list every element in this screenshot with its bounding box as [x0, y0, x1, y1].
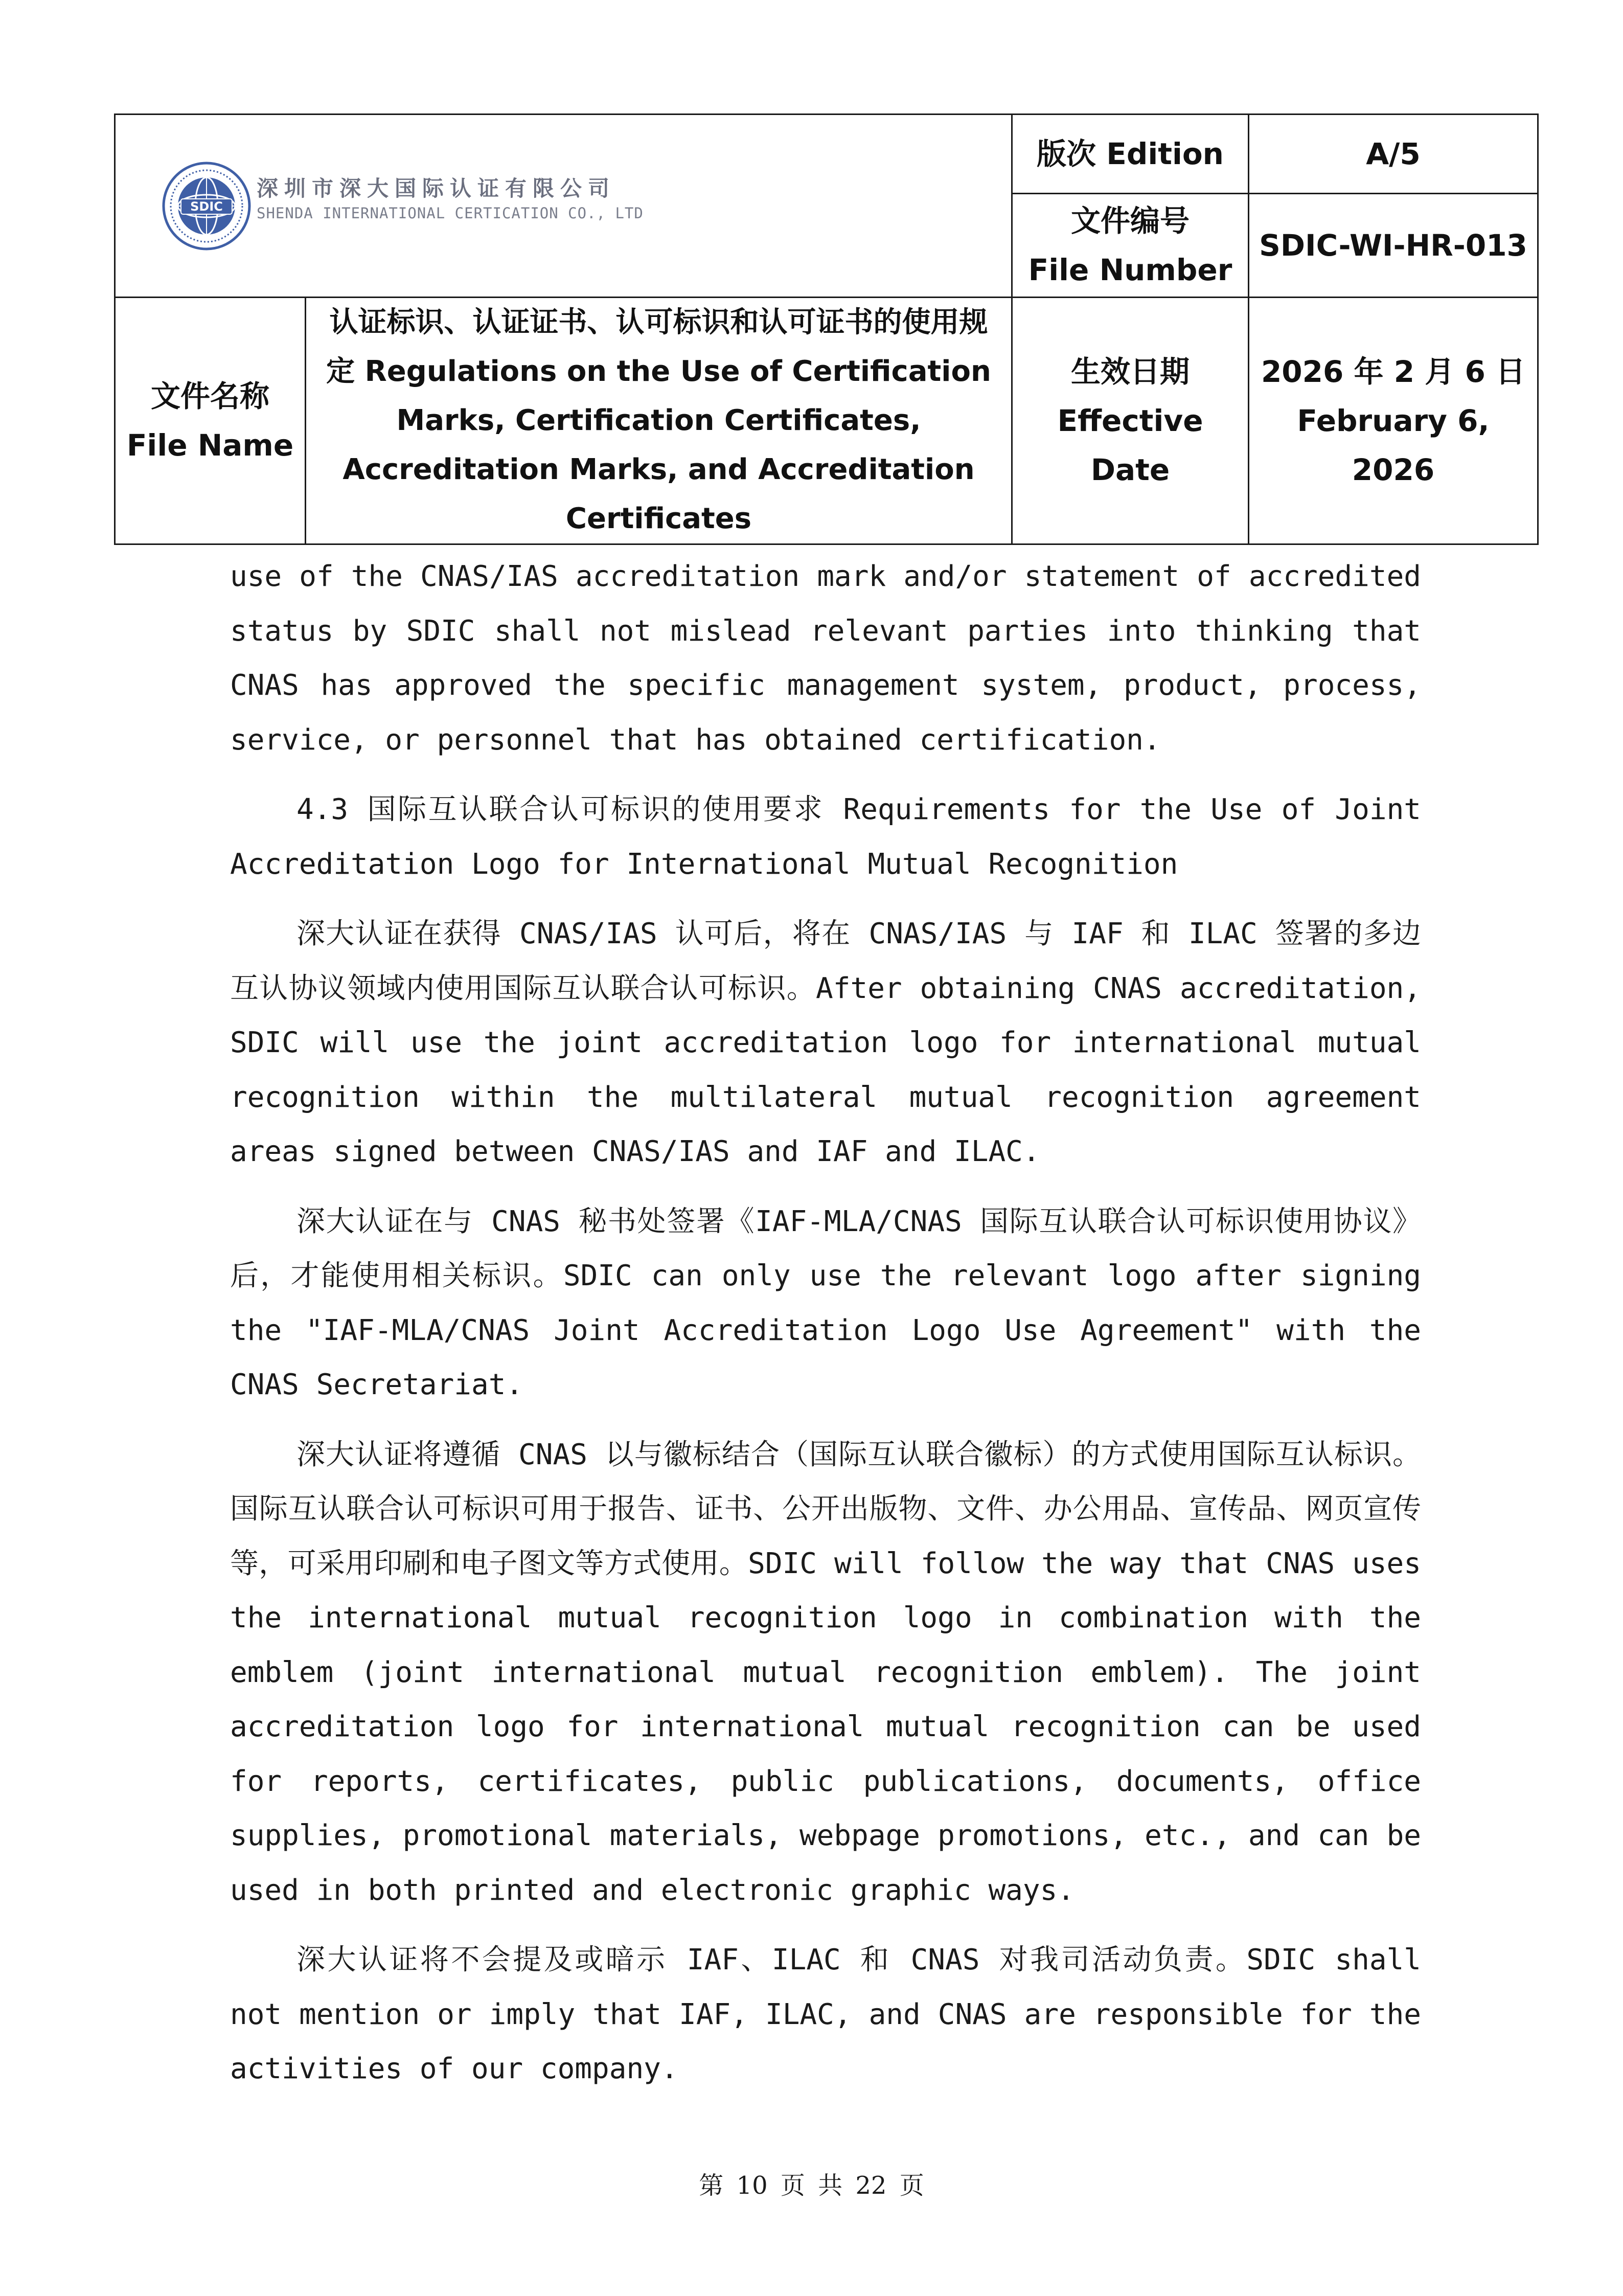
body-paragraph: 深大认证将遵循 CNAS 以与徽标结合（国际互认联合徽标）的方式使用国际互认标识。国际互认联合认可标识可用于报告、证书、公开出版物、文件、办公用品、宣传品、网页宣传等，可采用印刷和电子图文等方式使用。SDIC will follow the way that CNAS uses the international mutual recognition logo in combination with the emblem (joint international mutual recognition emblem). The joint accreditation logo for international mutual recognition can be used for reports, certificates, public publications, documents, office supplies, promotional materials, webpage promotions, etc., and can be used in both printed and electronic graphic ways.: [230, 1438, 1421, 1907]
company-logo-cell: [115, 115, 1012, 298]
effective-date-value: [1249, 298, 1538, 544]
body-paragraph: 深大认证在获得 CNAS/IAS 认可后，将在 CNAS/IAS 与 IAF 和 ILAC 签署的多边互认协议领域内使用国际互认联合认可标识。After obtaining CNAS accreditation, SDIC will use the joint accreditation logo for international mutual recognition within the multilateral mutual recognition agreement areas signed between CNAS/IAS and IAF and ILAC.: [230, 917, 1421, 1168]
file-number-value: SDIC-WI-HR-013: [1249, 194, 1538, 298]
company-name-cn: 深圳市深大国际认证有限公司: [257, 175, 616, 201]
section-heading-4-3: 4.3 国际互认联合认可标识的使用要求 Requirements for the Use of Joint Accreditation Logo for International Mutual Recognition: [230, 793, 1421, 881]
effective-date-cn: 2026 年 2 月 6 日: [1261, 354, 1526, 389]
file-number-label-cn: 文件编号: [1070, 203, 1190, 238]
edition-value: A/5: [1249, 115, 1538, 194]
file-name-label-cn: 文件名称: [150, 379, 269, 414]
document-header-table: [114, 113, 1539, 545]
effective-date-label-cn: 生效日期: [1070, 354, 1190, 389]
effective-date-label-en: Effective Date: [1057, 403, 1203, 487]
file-number-label: [1012, 194, 1249, 298]
edition-label: 版次 Edition: [1012, 115, 1249, 194]
file-name-label: [115, 298, 306, 544]
effective-date-label: [1012, 298, 1249, 544]
file-name-value: 认证标识、认证证书、认可标识和认可证书的使用规定 Regulations on the Use of Certification Marks, Certification Certificates, Accreditation Marks, and Accreditation Certificates: [306, 298, 1012, 544]
page-number-footer: 第 10 页 共 22 页: [699, 2171, 924, 2200]
file-number-label-en: File Number: [1028, 253, 1232, 287]
body-paragraph: 深大认证在与 CNAS 秘书处签署《IAF-MLA/CNAS 国际互认联合认可标识使用协议》后，才能使用相关标识。SDIC can only use the relevant logo after signing the "IAF-MLA/CNAS Joint Accreditation Logo Use Agreement" with the CNAS Secretariat.: [230, 1204, 1421, 1401]
file-name-label-en: File Name: [126, 428, 294, 463]
document-body: [230, 550, 1421, 2112]
effective-date-en: February 6, 2026: [1297, 403, 1490, 487]
body-paragraph: 深大认证将不会提及或暗示 IAF、ILAC 和 CNAS 对我司活动负责。SDIC shall not mention or imply that IAF, ILAC, and CNAS are responsible for the activities of our company.: [230, 1943, 1421, 2085]
logo-seal-text: SDIC: [190, 199, 223, 214]
body-paragraph: use of the CNAS/IAS accreditation mark and/or statement of accredited status by SDIC shall not mislead relevant parties into thinking that CNAS has approved the specific management system, product, process, service, or personnel that has obtained certification.: [230, 560, 1421, 757]
company-name-en: SHENDA INTERNATIONAL CERTICATION CO., LTD: [257, 204, 644, 222]
sdic-seal-logo-icon: [162, 161, 252, 251]
